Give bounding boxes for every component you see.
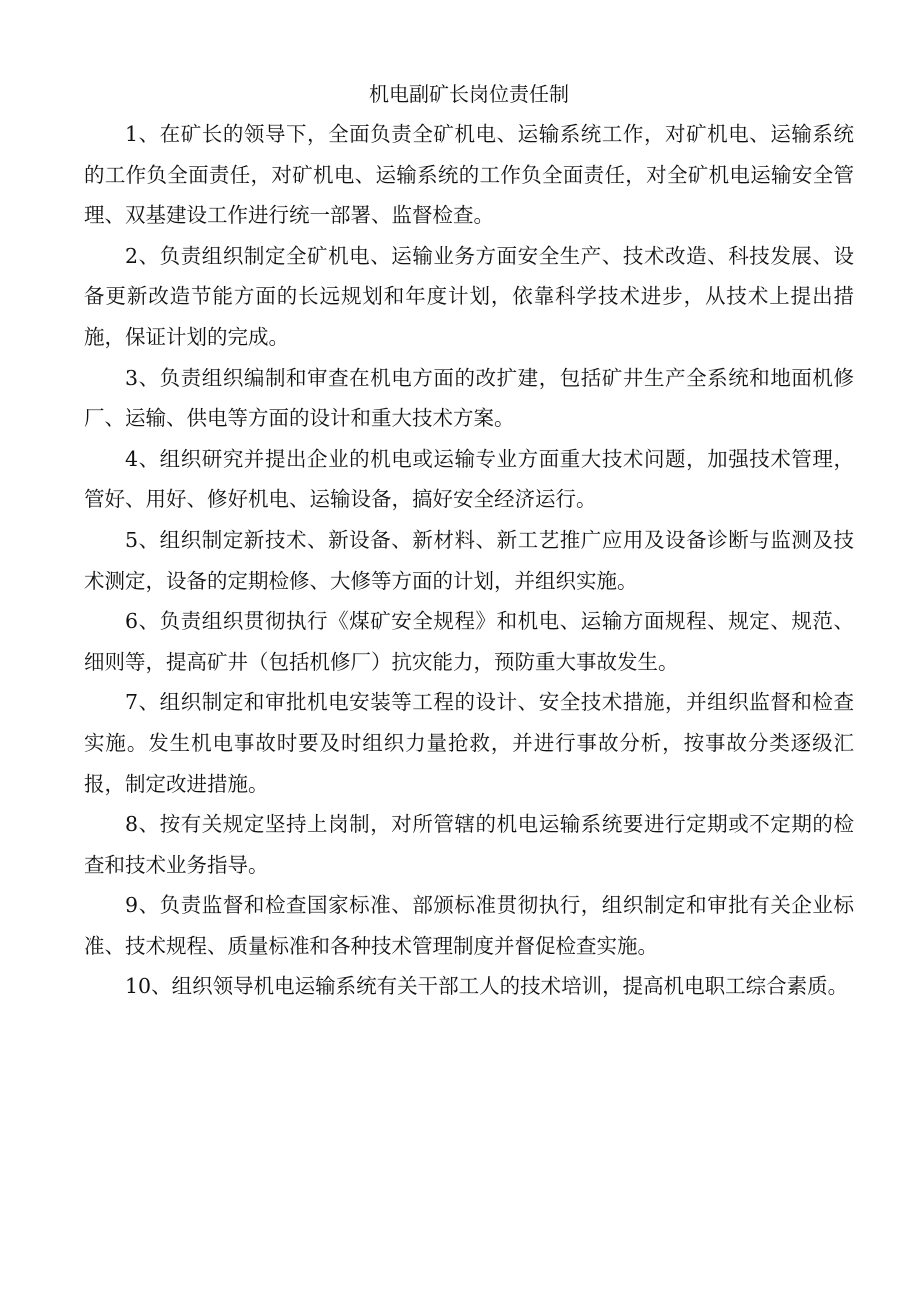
paragraph-3: 3、负责组织编制和审查在机电方面的改扩建，包括矿井生产全系统和地面机修厂、运输、供电等方面的设计和重大技术方案。	[84, 365, 854, 431]
paragraph-9: 9、负责监督和检查国家标准、部颁标准贯彻执行，组织制定和审批有关企业标准、技术规程、质量标准和各种技术管理制度并督促检查实施。	[84, 893, 854, 958]
document-title: 机电副矿长岗位责任制	[369, 82, 569, 106]
paragraph-6: 6、负责组织贯彻执行《煤矿安全规程》和机电、运输方面规程、规定、规范、细则等，提高矿井（包括机修厂）抗灾能力，预防重大事故发生。	[84, 609, 854, 674]
document-page	[84, 74, 854, 1007]
paragraph-5: 5、组织制定新技术、新设备、新材料、新工艺推广应用及设备诊断与监测及技术测定，设备的定期检修、大修等方面的计划，并组织实施。	[84, 527, 854, 593]
paragraph-4: 4、组织研究并提出企业的机电或运输专业方面重大技术问题，加强技术管理，管好、用好、修好机电、运输设备，搞好安全经济运行。	[84, 446, 854, 512]
paragraph-10: 10、组织领导机电运输系统有关干部工人的技术培训，提高机电职工综合素质。	[125, 974, 849, 999]
paragraph-7: 7、组织制定和审批机电安装等工程的设计、安全技术措施，并组织监督和检查实施。发生机电事故时要及时组织力量抢救，并进行事故分析，按事故分类逐级汇报，制定改进措施。	[84, 690, 854, 796]
paragraph-1: 1、在矿长的领导下，全面负责全矿机电、运输系统工作，对矿机电、运输系统的工作负全面责任，对矿机电、运输系统的工作负全面责任，对全矿机电运输安全管理、双基建设工作进行统一部署、监督检查。	[84, 122, 854, 228]
paragraph-2: 2、负责组织制定全矿机电、运输业务方面安全生产、技术改造、科技发展、设备更新改造节能方面的长远规划和年度计划，依靠科学技术进步，从技术上提出措施，保证计划的完成。	[84, 243, 854, 349]
paragraph-8: 8、按有关规定坚持上岗制，对所管辖的机电运输系统要进行定期或不定期的检查和技术业务指导。	[84, 812, 854, 877]
